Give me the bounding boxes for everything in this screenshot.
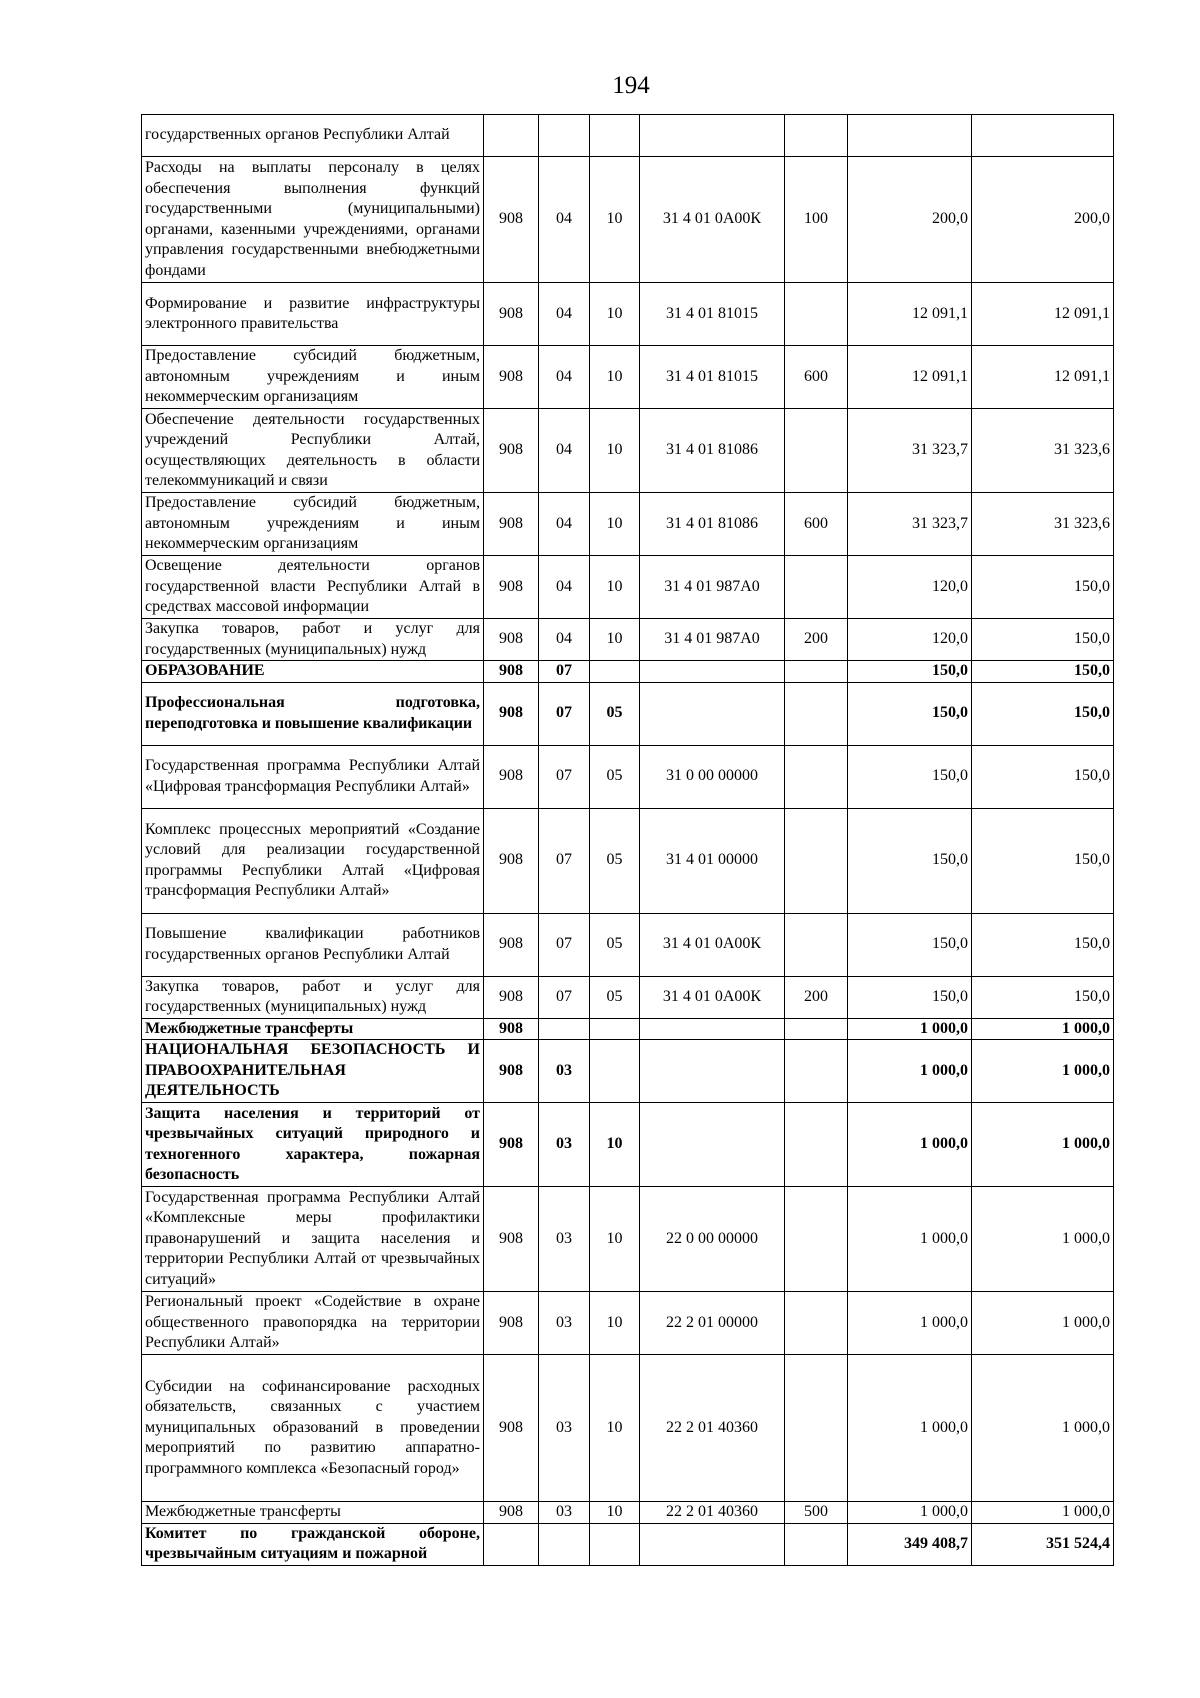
expense-type-code [785,1292,848,1355]
table-row [142,1523,1114,1565]
subsection-code [590,1523,640,1565]
subsection-code: 05 [590,682,640,745]
table-row [142,1502,1114,1524]
expense-type-code: 100 [785,157,848,283]
budget-table-body [142,115,1114,1566]
amount-year-2: 12 091,1 [972,346,1114,409]
target-article-code: 31 4 01 81086 [640,409,785,493]
ministry-code: 908 [484,661,539,683]
section-code: 04 [539,346,590,409]
section-code: 04 [539,409,590,493]
expense-type-code [785,1187,848,1292]
subsection-code: 10 [590,1187,640,1292]
section-code: 03 [539,1355,590,1502]
table-row [142,346,1114,409]
ministry-code: 908 [484,493,539,556]
amount-year-1 [848,115,972,157]
table-row [142,913,1114,976]
expense-type-code [785,1355,848,1502]
amount-year-1: 349 408,7 [848,1523,972,1565]
expense-type-code: 200 [785,976,848,1018]
subsection-code: 10 [590,1502,640,1524]
table-row [142,1018,1114,1040]
expense-type-code [785,1040,848,1103]
item-name: Обеспечение деятельности государственных учреждений Республики Алтай, осуществляющих деятельность в области телекоммуникаций и связи [142,409,484,493]
amount-year-1: 120,0 [848,556,972,619]
item-name: Межбюджетные трансферты [142,1502,484,1524]
ministry-code: 908 [484,283,539,346]
expense-type-code: 200 [785,619,848,661]
ministry-code: 908 [484,913,539,976]
item-name: Повышение квалификации работников государственных органов Республики Алтай [142,913,484,976]
table-row [142,283,1114,346]
subsection-code: 05 [590,808,640,913]
table-row [142,409,1114,493]
subsection-code [590,1040,640,1103]
table-row [142,661,1114,683]
table-row [142,157,1114,283]
amount-year-2: 1 000,0 [972,1103,1114,1187]
ministry-code: 908 [484,682,539,745]
target-article-code: 31 4 01 0А00К [640,157,785,283]
subsection-code: 10 [590,1355,640,1502]
amount-year-2: 31 323,6 [972,409,1114,493]
amount-year-2: 150,0 [972,556,1114,619]
amount-year-1: 200,0 [848,157,972,283]
target-article-code: 31 4 01 987А0 [640,556,785,619]
section-code: 04 [539,493,590,556]
ministry-code: 908 [484,745,539,808]
table-row [142,1187,1114,1292]
ministry-code: 908 [484,346,539,409]
amount-year-2 [972,115,1114,157]
target-article-code: 22 2 01 40360 [640,1355,785,1502]
subsection-code: 10 [590,556,640,619]
target-article-code: 31 4 01 987А0 [640,619,785,661]
section-code [539,1018,590,1040]
item-name: Закупка товаров, работ и услуг для государственных (муниципальных) нужд [142,619,484,661]
target-article-code: 22 0 00 00000 [640,1187,785,1292]
section-code: 07 [539,976,590,1018]
section-code: 03 [539,1502,590,1524]
expense-type-code: 600 [785,493,848,556]
target-article-code: 31 4 01 0А00К [640,976,785,1018]
item-name: Государственная программа Республики Алтай «Цифровая трансформация Республики Алтай» [142,745,484,808]
target-article-code: 31 4 01 81015 [640,283,785,346]
amount-year-1: 31 323,7 [848,409,972,493]
expense-type-code: 500 [785,1502,848,1524]
table-row [142,745,1114,808]
subsection-code: 10 [590,283,640,346]
item-name: Профессиональная подготовка, переподготовка и повышение квалификации [142,682,484,745]
item-name: Региональный проект «Содействие в охране общественного правопорядка на территории Республики Алтай» [142,1292,484,1355]
ministry-code: 908 [484,409,539,493]
subsection-code: 10 [590,493,640,556]
amount-year-2: 1 000,0 [972,1292,1114,1355]
subsection-code: 10 [590,1103,640,1187]
subsection-code [590,115,640,157]
amount-year-1: 1 000,0 [848,1040,972,1103]
target-article-code [640,1523,785,1565]
ministry-code: 908 [484,157,539,283]
target-article-code: 31 4 01 0А00К [640,913,785,976]
section-code: 04 [539,556,590,619]
table-row [142,808,1114,913]
amount-year-2: 1 000,0 [972,1040,1114,1103]
amount-year-2: 1 000,0 [972,1355,1114,1502]
target-article-code: 31 4 01 00000 [640,808,785,913]
subsection-code [590,1018,640,1040]
subsection-code: 10 [590,346,640,409]
target-article-code: 31 4 01 81015 [640,346,785,409]
ministry-code: 908 [484,1103,539,1187]
ministry-code: 908 [484,976,539,1018]
item-name: Комплекс процессных мероприятий «Создание условий для реализации государственной программы Республики Алтай «Цифровая трансформация Республики Алтай» [142,808,484,913]
target-article-code [640,1018,785,1040]
expense-type-code [785,913,848,976]
subsection-code: 10 [590,1292,640,1355]
ministry-code: 908 [484,1292,539,1355]
item-name: Расходы на выплаты персоналу в целях обеспечения выполнения функций государственными (муниципальными) органами, казенными учреждениями, органами управления государственными внебюджетными фондами [142,157,484,283]
item-name: НАЦИОНАЛЬНАЯ БЕЗОПАСНОСТЬ И ПРАВООХРАНИТЕЛЬНАЯ ДЕЯТЕЛЬНОСТЬ [142,1040,484,1103]
amount-year-2: 351 524,4 [972,1523,1114,1565]
item-name: Межбюджетные трансферты [142,1018,484,1040]
item-name: Защита населения и территорий от чрезвычайных ситуаций природного и техногенного характера, пожарная безопасность [142,1103,484,1187]
ministry-code [484,1523,539,1565]
target-article-code: 31 4 01 81086 [640,493,785,556]
section-code: 07 [539,913,590,976]
amount-year-1: 31 323,7 [848,493,972,556]
section-code: 03 [539,1103,590,1187]
table-row [142,1292,1114,1355]
amount-year-2: 150,0 [972,745,1114,808]
target-article-code [640,1040,785,1103]
amount-year-2: 150,0 [972,661,1114,683]
ministry-code: 908 [484,808,539,913]
ministry-code: 908 [484,1502,539,1524]
amount-year-1: 1 000,0 [848,1103,972,1187]
ministry-code: 908 [484,619,539,661]
ministry-code: 908 [484,1040,539,1103]
amount-year-2: 31 323,6 [972,493,1114,556]
subsection-code: 10 [590,619,640,661]
target-article-code: 22 2 01 40360 [640,1502,785,1524]
expense-type-code [785,661,848,683]
item-name: Субсидии на софинансирование расходных обязательств, связанных с участием муниципальных образований в проведении мероприятий по развитию аппаратно-программного комплекса «Безопасный город» [142,1355,484,1502]
amount-year-2: 12 091,1 [972,283,1114,346]
table-row [142,556,1114,619]
section-code: 07 [539,682,590,745]
subsection-code: 10 [590,409,640,493]
amount-year-1: 1 000,0 [848,1355,972,1502]
amount-year-1: 150,0 [848,745,972,808]
amount-year-2: 200,0 [972,157,1114,283]
amount-year-1: 120,0 [848,619,972,661]
expense-type-code [785,283,848,346]
amount-year-2: 150,0 [972,619,1114,661]
section-code: 04 [539,619,590,661]
amount-year-1: 150,0 [848,913,972,976]
section-code [539,115,590,157]
subsection-code: 05 [590,745,640,808]
target-article-code [640,115,785,157]
table-row [142,493,1114,556]
item-name: государственных органов Республики Алтай [142,115,484,157]
ministry-code [484,115,539,157]
table-row [142,1103,1114,1187]
ministry-code: 908 [484,1018,539,1040]
amount-year-1: 150,0 [848,976,972,1018]
item-name: Формирование и развитие инфраструктуры электронного правительства [142,283,484,346]
table-row [142,619,1114,661]
amount-year-2: 150,0 [972,808,1114,913]
section-code: 03 [539,1292,590,1355]
section-code: 03 [539,1187,590,1292]
expense-type-code [785,556,848,619]
amount-year-1: 1 000,0 [848,1187,972,1292]
table-row [142,682,1114,745]
amount-year-1: 12 091,1 [848,283,972,346]
expense-type-code [785,1103,848,1187]
expense-type-code [785,1018,848,1040]
item-name: Государственная программа Республики Алтай «Комплексные меры профилактики правонарушений и защита населения и территории Республики Алтай от чрезвычайных ситуаций» [142,1187,484,1292]
subsection-code: 05 [590,913,640,976]
expense-type-code [785,745,848,808]
target-article-code: 31 0 00 00000 [640,745,785,808]
target-article-code [640,1103,785,1187]
item-name: Закупка товаров, работ и услуг для государственных (муниципальных) нужд [142,976,484,1018]
item-name: Освещение деятельности органов государственной власти Республики Алтай в средствах массовой информации [142,556,484,619]
target-article-code [640,661,785,683]
section-code [539,1523,590,1565]
table-row [142,115,1114,157]
amount-year-1: 1 000,0 [848,1018,972,1040]
target-article-code [640,682,785,745]
ministry-code: 908 [484,1187,539,1292]
section-code: 04 [539,157,590,283]
table-row [142,1040,1114,1103]
amount-year-2: 1 000,0 [972,1187,1114,1292]
amount-year-2: 1 000,0 [972,1502,1114,1524]
amount-year-1: 150,0 [848,661,972,683]
table-row [142,1355,1114,1502]
amount-year-2: 1 000,0 [972,1018,1114,1040]
ministry-code: 908 [484,556,539,619]
amount-year-2: 150,0 [972,913,1114,976]
subsection-code: 05 [590,976,640,1018]
budget-table [141,114,1114,1566]
page-number: 194 [612,72,650,99]
item-name: Комитет по гражданской обороне, чрезвычайным ситуациям и пожарной [142,1523,484,1565]
item-name: Предоставление субсидий бюджетным, автономным учреждениям и иным некоммерческим организациям [142,493,484,556]
section-code: 03 [539,1040,590,1103]
expense-type-code [785,682,848,745]
expense-type-code [785,1523,848,1565]
amount-year-2: 150,0 [972,682,1114,745]
item-name: ОБРАЗОВАНИЕ [142,661,484,683]
amount-year-1: 1 000,0 [848,1502,972,1524]
target-article-code: 22 2 01 00000 [640,1292,785,1355]
expense-type-code [785,409,848,493]
section-code: 07 [539,745,590,808]
expense-type-code [785,115,848,157]
table-row [142,976,1114,1018]
subsection-code: 10 [590,157,640,283]
subsection-code [590,661,640,683]
section-code: 04 [539,283,590,346]
amount-year-1: 150,0 [848,682,972,745]
section-code: 07 [539,808,590,913]
amount-year-1: 12 091,1 [848,346,972,409]
amount-year-1: 1 000,0 [848,1292,972,1355]
expense-type-code: 600 [785,346,848,409]
expense-type-code [785,808,848,913]
item-name: Предоставление субсидий бюджетным, автономным учреждениям и иным некоммерческим организациям [142,346,484,409]
amount-year-2: 150,0 [972,976,1114,1018]
section-code: 07 [539,661,590,683]
amount-year-1: 150,0 [848,808,972,913]
ministry-code: 908 [484,1355,539,1502]
